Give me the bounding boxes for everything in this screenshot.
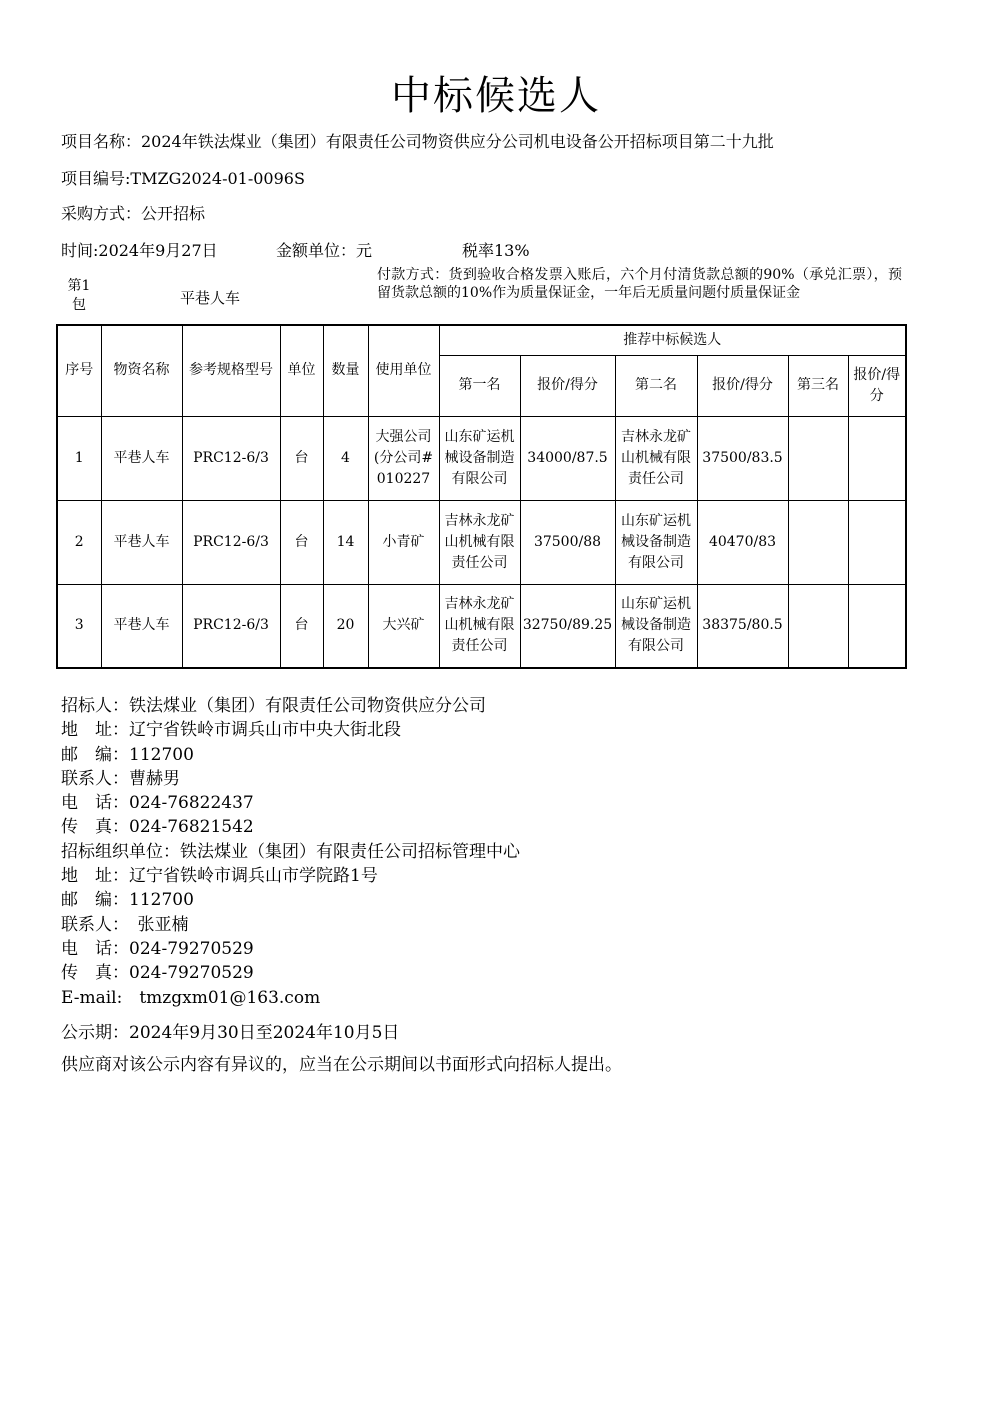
tenderer: 招标人：铁法煤业（集团）有限责任公司物资供应分公司 <box>61 696 486 716</box>
project-name: 项目名称：2024年铁法煤业（集团）有限责任公司物资供应分公司机电设备公开招标项目第二十九批 <box>61 132 774 151</box>
header-third: 第三名 <box>788 355 848 416</box>
contact-block <box>61 694 520 1010</box>
table-row <box>57 584 906 668</box>
agency-contact: 联系人： 张亚楠 <box>61 914 189 935</box>
cell-price1: 34000/87.5 <box>520 416 615 500</box>
cell-second: 吉林永龙矿山机械有限责任公司 <box>615 416 697 500</box>
cell-first: 山东矿运机械设备制造有限公司 <box>439 416 520 500</box>
package-number: 第1包 <box>67 278 91 313</box>
cell-material: 平巷人车 <box>101 584 182 668</box>
header-price2: 报价/得分 <box>697 355 788 416</box>
publish-time: 时间:2024年9月27日 <box>61 241 218 260</box>
tenderer-phone: 电 话：024-76822437 <box>61 793 254 814</box>
email-link[interactable]: E-mail: tmzgxm01@163.com <box>61 987 321 1008</box>
cell-qty: 4 <box>323 416 368 500</box>
package-name: 平巷人车 <box>180 289 241 307</box>
agency-phone: 电 话：024-79270529 <box>61 938 254 959</box>
cell-user: 大兴矿 <box>368 584 439 668</box>
payment-terms: 付款方式：货到验收合格发票入账后，六个月付清货款总额的90%（承兑汇票），预留货款总额的10%作为质量保证金，一年后无质量问题付质量保证金 <box>377 267 902 301</box>
header-first: 第一名 <box>439 355 520 416</box>
cell-price2: 38375/80.5 <box>697 584 788 668</box>
agency-zip: 邮 编：112700 <box>61 890 194 911</box>
tax-rate: 税率13% <box>462 241 530 260</box>
cell-qty: 20 <box>323 584 368 668</box>
cell-qty: 14 <box>323 500 368 584</box>
header-user: 使用单位 <box>368 325 439 416</box>
agency: 招标组织单位：铁法煤业（集团）有限责任公司招标管理中心 <box>61 841 520 862</box>
cell-unit: 台 <box>280 584 323 668</box>
cell-price2: 37500/83.5 <box>697 416 788 500</box>
cell-spec: PRC12-6/3 <box>182 416 280 500</box>
cell-price1: 37500/88 <box>520 500 615 584</box>
cell-price1: 32750/89.25 <box>520 584 615 668</box>
header-recommended: 推荐中标候选人 <box>439 325 906 355</box>
cell-price3 <box>848 584 906 668</box>
amount-unit: 金额单位：元 <box>276 241 373 260</box>
header-price3: 报价/得分 <box>848 355 906 416</box>
cell-user: 大强公司(分公司#010227 <box>368 416 439 500</box>
header-second: 第二名 <box>615 355 697 416</box>
cell-seq: 2 <box>57 500 101 584</box>
tenderer-fax: 传 真：024-76821542 <box>61 817 254 838</box>
page-title: 中标候选人 <box>391 73 601 119</box>
objection-notice: 供应商对该公示内容有异议的，应当在公示期间以书面形式向招标人提出。 <box>61 1055 622 1075</box>
cell-seq: 3 <box>57 584 101 668</box>
cell-first: 吉林永龙矿山机械有限责任公司 <box>439 584 520 668</box>
header-material: 物资名称 <box>101 325 182 416</box>
cell-user: 小青矿 <box>368 500 439 584</box>
cell-unit: 台 <box>280 416 323 500</box>
cell-spec: PRC12-6/3 <box>182 500 280 584</box>
header-seq: 序号 <box>57 325 101 416</box>
time-unit-tax-line <box>61 238 530 261</box>
tenderer-zip: 邮 编：112700 <box>61 744 194 765</box>
cell-third <box>788 416 848 500</box>
header-qty: 数量 <box>323 325 368 416</box>
table-row <box>57 416 906 500</box>
cell-spec: PRC12-6/3 <box>182 584 280 668</box>
header-price1: 报价/得分 <box>520 355 615 416</box>
procurement-method: 采购方式：公开招标 <box>61 204 206 223</box>
table-header-row <box>57 325 906 355</box>
cell-price3 <box>848 500 906 584</box>
cell-second: 山东矿运机械设备制造有限公司 <box>615 500 697 584</box>
tenderer-address: 地 址：辽宁省铁岭市调兵山市中央大街北段 <box>61 720 401 741</box>
candidate-table <box>56 324 907 669</box>
cell-second: 山东矿运机械设备制造有限公司 <box>615 584 697 668</box>
cell-first: 吉林永龙矿山机械有限责任公司 <box>439 500 520 584</box>
cell-third <box>788 500 848 584</box>
cell-third <box>788 584 848 668</box>
header-unit: 单位 <box>280 325 323 416</box>
agency-address: 地 址：辽宁省铁岭市调兵山市学院路1号 <box>61 866 378 887</box>
cell-price2: 40470/83 <box>697 500 788 584</box>
cell-unit: 台 <box>280 500 323 584</box>
cell-seq: 1 <box>57 416 101 500</box>
tenderer-contact: 联系人：曹赫男 <box>61 768 180 789</box>
cell-price3 <box>848 416 906 500</box>
cell-material: 平巷人车 <box>101 416 182 500</box>
header-spec: 参考规格型号 <box>182 325 280 416</box>
notice-period: 公示期：2024年9月30日至2024年10月5日 <box>61 1023 400 1043</box>
project-code: 项目编号:TMZG2024-01-0096S <box>61 169 305 188</box>
cell-material: 平巷人车 <box>101 500 182 584</box>
table-row <box>57 500 906 584</box>
agency-fax: 传 真：024-79270529 <box>61 963 254 984</box>
